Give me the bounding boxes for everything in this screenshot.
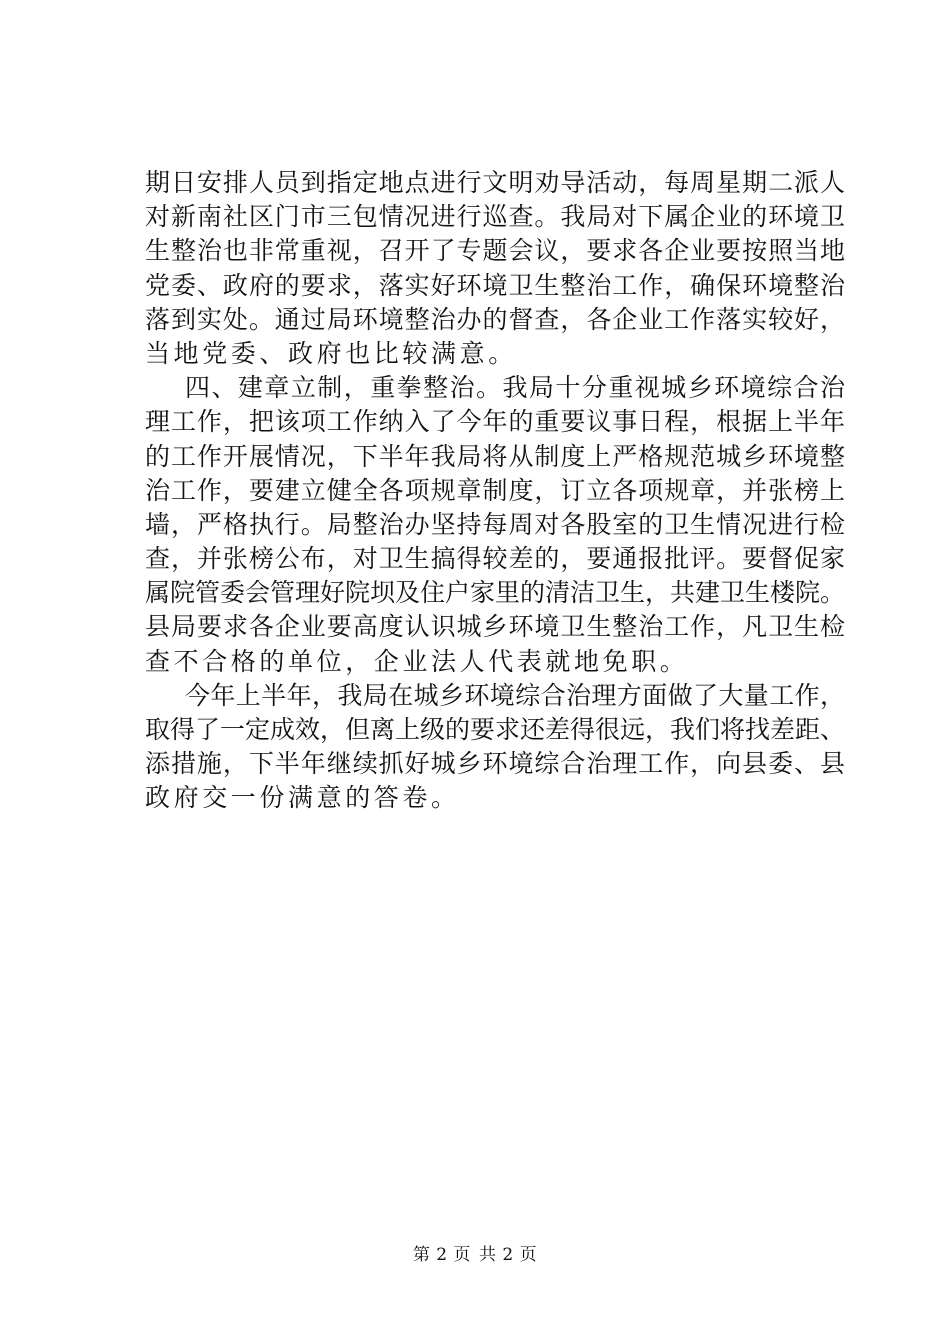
paragraph-4-heading-line: 四、建章立制，重拳整治。我局十分重视城乡环境综合治 (185, 373, 845, 403)
text-line-13: 属院管委会管理好院坝及住户家里的清洁卫生，共建卫生楼院。 (145, 578, 846, 608)
summary-paragraph-line: 今年上半年，我局在城乡环境综合治理方面做了大量工作， (185, 680, 845, 710)
page-number: 第 2 页 (412, 1245, 471, 1265)
text-line-19: 政府交一份满意的答卷。 (145, 783, 460, 813)
page-footer (0, 1243, 950, 1267)
text-line-5: 落到实处。通过局环境整治办的督查，各企业工作落实较好， (145, 304, 845, 334)
text-line-12: 查，并张榜公布，对卫生搞得较差的，要通报批评。要督促家 (145, 544, 845, 574)
text-line-8: 理工作，把该项工作纳入了今年的重要议事日程，根据上半年 (145, 407, 845, 437)
text-line-10: 治工作，要建立健全各项规章制度，订立各项规章，并张榜上 (145, 475, 845, 505)
text-line-4: 党委、政府的要求，落实好环境卫生整治工作，确保环境整治 (145, 270, 845, 300)
page-total: 共 2 页 (479, 1245, 538, 1265)
text-line-15: 查不合格的单位，企业法人代表就地免职。 (145, 646, 689, 676)
text-line-9: 的工作开展情况，下半年我局将从制度上严格规范城乡环境整 (145, 441, 845, 471)
text-line-14: 县局要求各企业要高度认识城乡环境卫生整治工作，凡卫生检 (145, 612, 845, 642)
text-line-11: 墙，严格执行。局整治办坚持每周对各股室的卫生情况进行检 (145, 509, 845, 539)
text-line-17: 取得了一定成效，但离上级的要求还差得很远，我们将找差距、 (145, 715, 846, 744)
text-line-1: 期日安排人员到指定地点进行文明劝导活动，每周星期二派人 (145, 168, 845, 197)
text-line-18: 添措施，下半年继续抓好城乡环境综合治理工作，向县委、县 (145, 749, 845, 779)
document-body (145, 166, 845, 816)
text-line-2: 对新南社区门市三包情况进行巡查。我局对下属企业的环境卫 (145, 202, 845, 232)
text-line-6: 当地党委、政府也比较满意。 (145, 338, 517, 368)
text-line-3: 生整治也非常重视，召开了专题会议，要求各企业要按照当地 (145, 236, 845, 266)
